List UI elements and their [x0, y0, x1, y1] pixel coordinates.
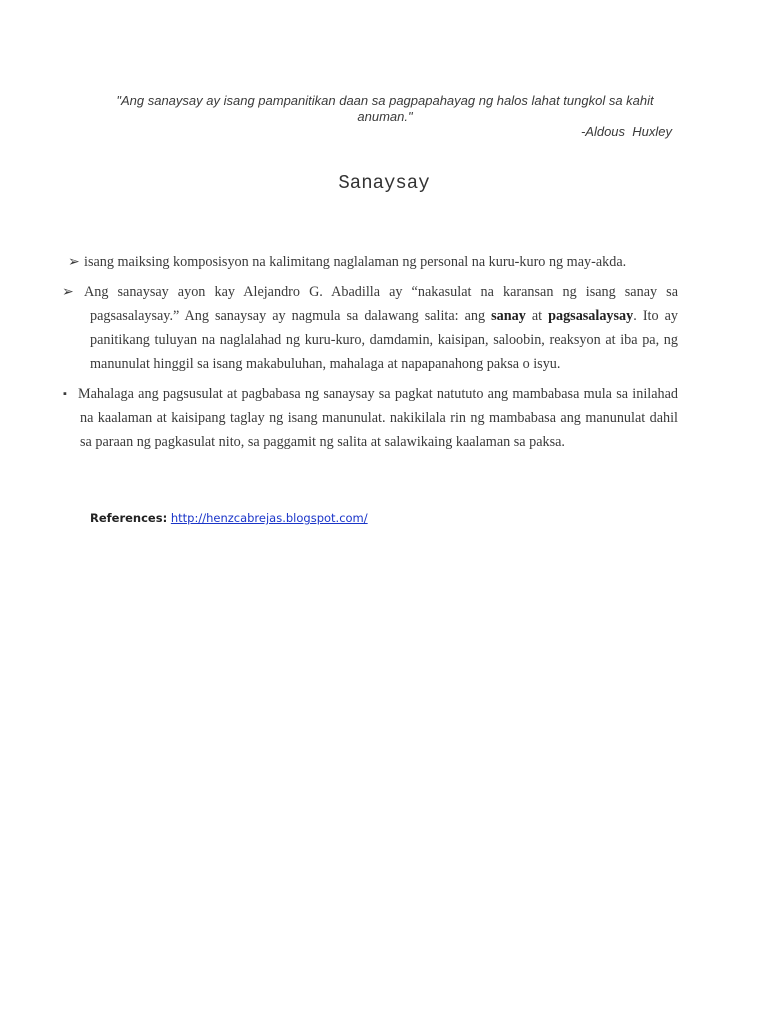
references-link[interactable]: http://henzcabrejas.blogspot.com/	[170, 511, 368, 525]
list-item-text: . Ito ay panitikang tuluyan na naglalahad ng kuru-kuro, damdamin, kaisipan, saloobin, reaksyon at iba pa, ng manunulat hinggil sa isang makabuluhan, mahalaga at napapanahong paksa o isyu.	[90, 308, 678, 372]
bold-term-pagsasalaysay: pagsasalaysay	[548, 308, 634, 324]
arrow-bullet-icon: ➢	[68, 254, 80, 270]
list-item-text: Ang sanaysay ayon kay Alejandro G. Abadilla ay “nakasulat na karansan ng isang sanay sa pagsasalaysay.” Ang sanaysay ay nagmula sa dalawang salita: ang	[84, 284, 678, 324]
list-item	[62, 280, 678, 376]
arrow-bullet-icon: ➢	[62, 284, 74, 300]
list-item-text: at	[525, 308, 549, 324]
bold-term-sanay: sanay	[491, 308, 526, 324]
page-title: Sanaysay	[338, 172, 430, 194]
square-bullet-icon: ▪	[63, 388, 67, 400]
references-label: References:	[90, 511, 168, 525]
list-item	[63, 382, 678, 454]
list-item	[66, 250, 678, 274]
bullet-list	[62, 250, 678, 460]
list-item-text: isang maiksing komposisyon na kalimitang naglalaman ng personal na kuru-kuro ng may-akda.	[84, 254, 627, 270]
list-item-text: Mahalaga ang pagsusulat at pagbabasa ng sanaysay sa pagkat natututo ang mambabasa mula sa inilahad na kaalaman at kaisipang taglay ng isang manunulat. nakikilala rin ng mambabasa ang manunulat dahil sa paraan ng pagkasulat nito, sa paggamit ng salita at salawikaing kaalaman sa paksa.	[78, 386, 678, 450]
epigraph-author: -Aldous Huxley	[580, 124, 672, 139]
references	[90, 511, 368, 525]
epigraph-quote: "Ang sanaysay ay isang pampanitikan daan sa pagpapahayag ng halos lahat tungkol sa kahit anuman."	[116, 93, 654, 124]
